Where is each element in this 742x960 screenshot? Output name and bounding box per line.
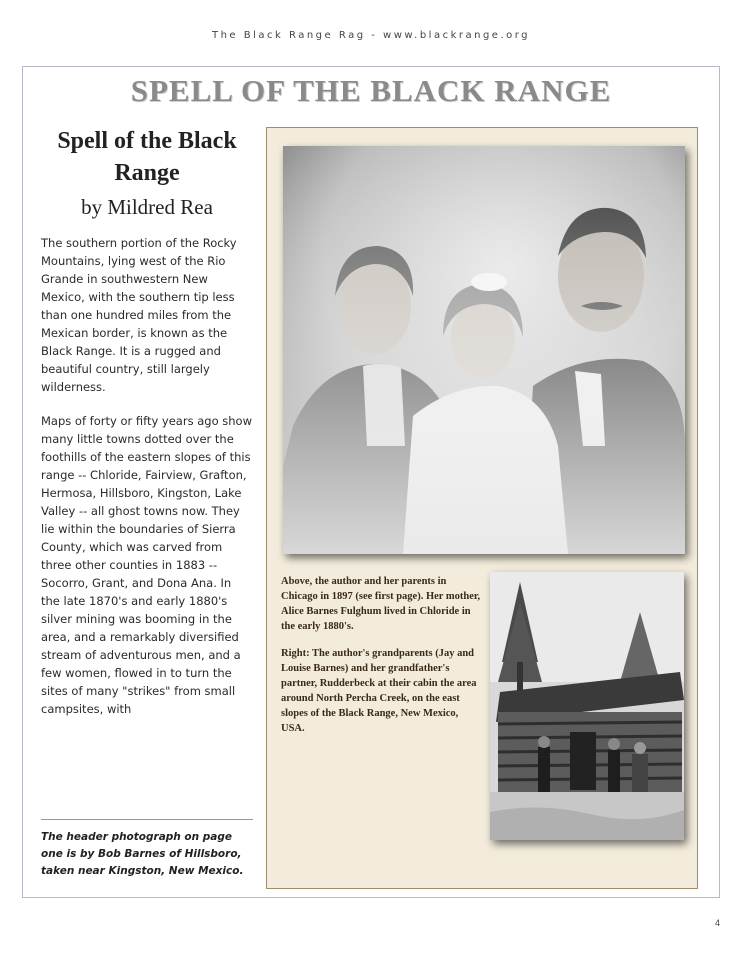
photo-credit: The header photograph on page one is by Bob Barnes of Hillsboro, taken near Kingston, New Mexico. — [41, 831, 244, 877]
article-paragraph: The southern portion of the Rocky Mountains, lying west of the Rio Grande in southwestern New Mexico, with the southern tip less than one hundred miles from the Mexican border, is known as the Black Range. It is a rugged and beautiful country, still largely wilderness. — [41, 236, 237, 394]
article-column — [41, 125, 253, 734]
cabin-photo-caption: Right: The author's grandparents (Jay and Louise Barnes) and her grandfather's partner, Rudderbeck at their cabin the area around North Percha Creek, on the east slopes of the Black Range, New Mexico, USA. — [281, 648, 477, 734]
article-byline: by Mildred Rea — [81, 195, 213, 219]
credit-divider — [41, 819, 253, 820]
family-portrait-photo — [283, 146, 685, 554]
photo-panel — [266, 127, 698, 889]
page-frame — [22, 66, 720, 898]
running-head: The Black Range Rag - www.blackrange.org — [211, 30, 531, 41]
banner-title: SPELL OF THE BLACK RANGE — [130, 73, 612, 108]
article-paragraph: Maps of forty or fifty years ago show many little towns dotted over the foothills of the eastern slopes of this range -- Chloride, Fairview, Grafton, Hermosa, Hillsboro, Kingston, Lake Valley -- all ghost towns now. They lie within the boundaries of Sierra County, which was carved from three other counties in 1883 -- Socorro, Grant, and Dona Ana. In the late 1870's and early 1880's silver mining was booming in the area, and a remarkably diversified stream of adventurous men, and a few women, flowed in to turn the sites of many "strikes" from small campsites, with — [41, 414, 252, 716]
cabin-photo — [490, 572, 684, 840]
page-number: 4 — [714, 918, 720, 928]
article-title: Spell of the Black Range — [57, 128, 237, 186]
family-photo-caption: Above, the author and her parents in Chicago in 1897 (see first page). Her mother, Alice Barnes Fulghum lived in Chloride in the early 1880's. — [281, 576, 481, 632]
caption-box — [281, 574, 481, 748]
